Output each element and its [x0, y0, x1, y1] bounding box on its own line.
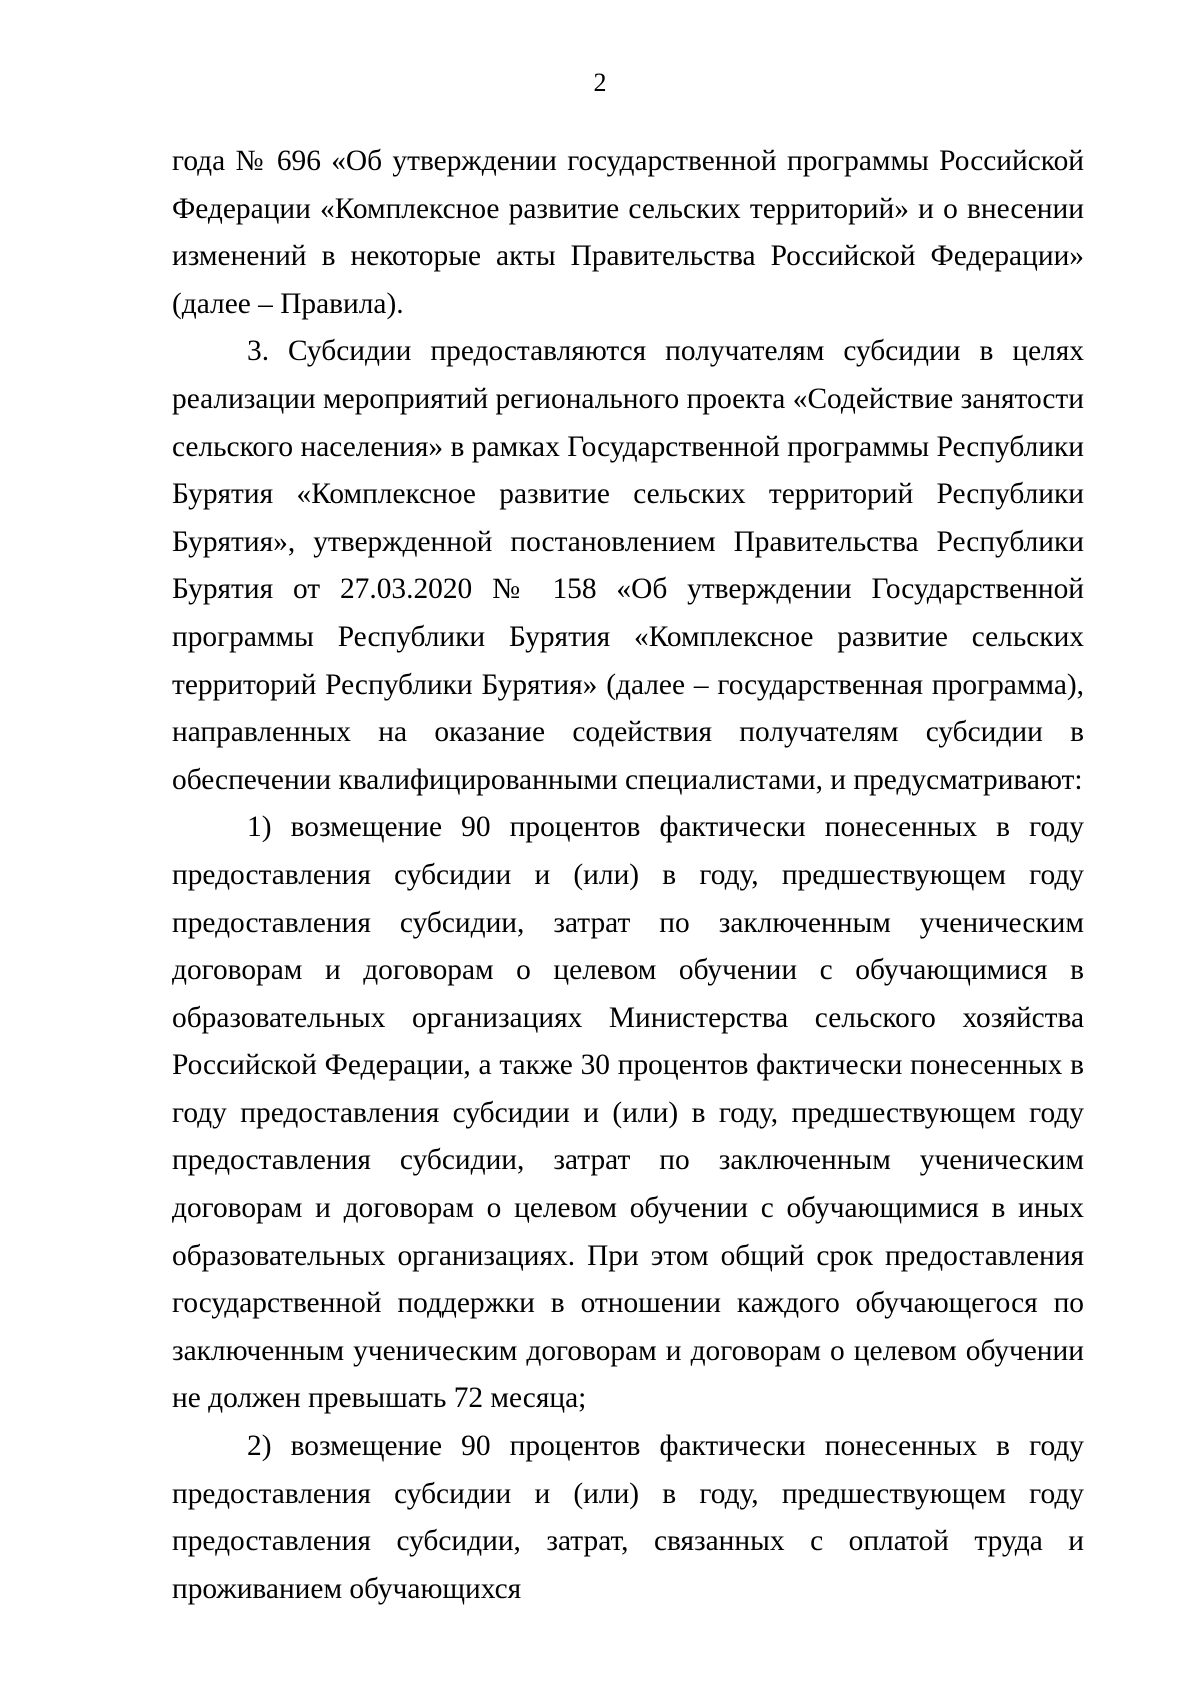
page-number: 2 [593, 68, 607, 97]
paragraph-subitem-1: 1) возмещение 90 процентов фактически понесенных в году предоставления субсидии и (или) в году, предшествующем году предоставления субсидии, затрат по заключенным ученическим договорам и договорам о целевом обучении с обучающимися в образовательных организациях Министерства сельского хозяйства Российской Федерации, а также 30 процентов фактически понесенных в году предоставления субсидии и (или) в году, предшествующем году предоставления субсидии, затрат по заключенным ученическим договорам и договорам о целевом обучении с обучающимися в иных образовательных организациях. При этом общий срок предоставления государственной поддержки в отношении каждого обучающегося по заключенным ученическим договорам и договорам о целевом обучении не должен превышать 72 месяца; [172, 811, 1084, 1415]
paragraph-item-3: 3. Субсидии предоставляются получателям субсидии в целях реализации мероприятий регионального проекта «Содействие занятости сельского населения» в рамках Государственной программы Республики Бурятия «Комплексное развитие сельских территорий Республики Бурятия», утвержденной постановлением Правительства Республики Бурятия от 27.03.2020 № 158 «Об утверждении Государственной программы Республики Бурятия «Комплексное развитие сельских территорий Республики Бурятия» (далее – государственная программа), направленных на оказание содействия получателям субсидии в обеспечении квалифицированными специалистами, и предусматривают: [172, 335, 1084, 796]
paragraph-subitem-2: 2) возмещение 90 процентов фактически понесенных в году предоставления субсидии и (или) в году, предшествующем году предоставления субсидии, затрат, связанных с оплатой труда и проживанием обучающихся [172, 1430, 1084, 1605]
paragraph-continuation: года № 696 «Об утверждении государственной программы Российской Федерации «Комплексное развитие сельских территорий» и о внесении изменений в некоторые акты Правительства Российской Федерации» (далее – Правила). [172, 145, 1084, 320]
document-body [172, 138, 1084, 1613]
